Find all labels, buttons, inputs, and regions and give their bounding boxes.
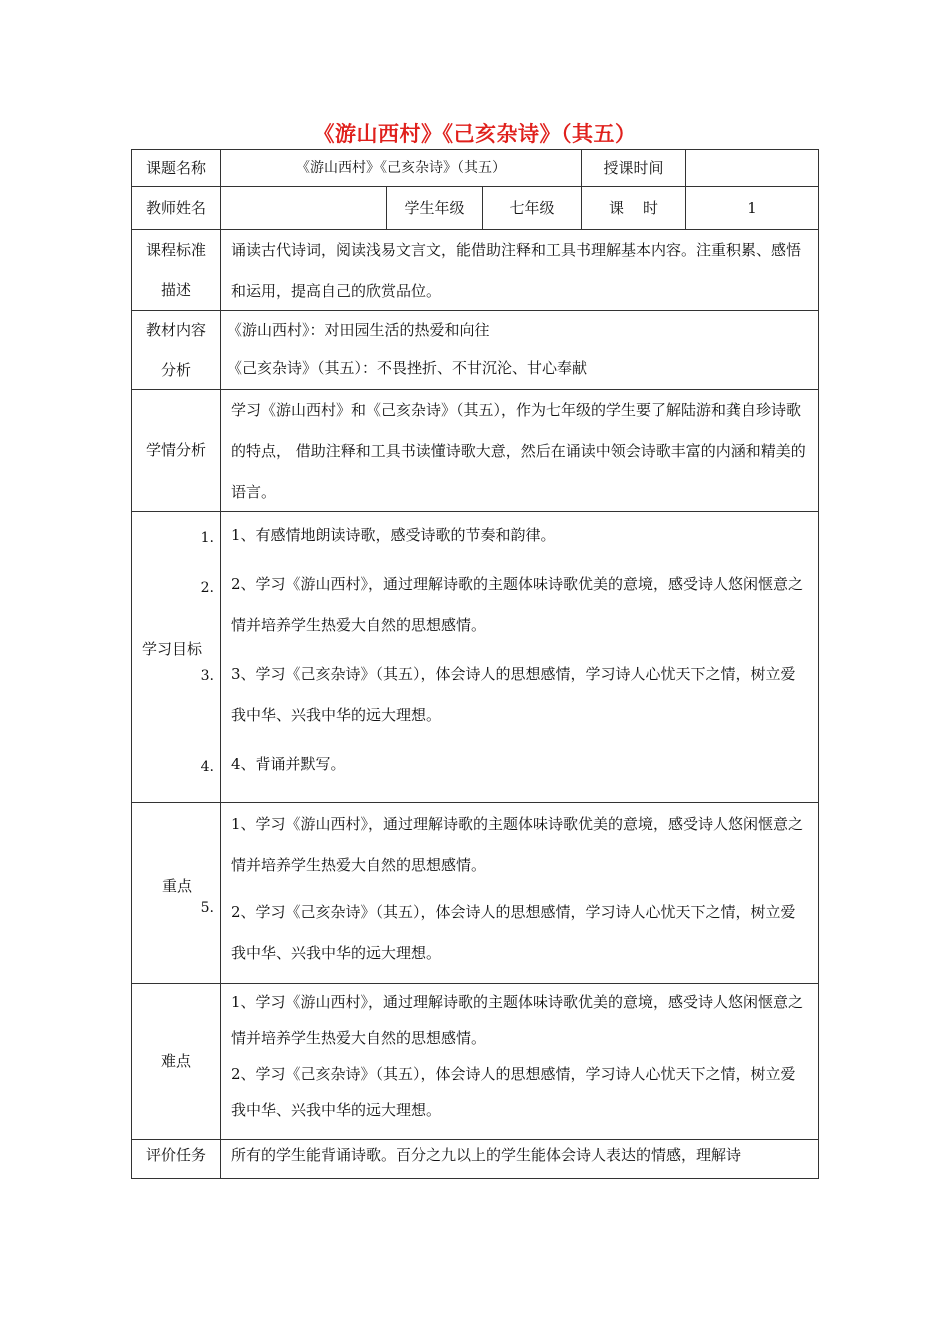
goal-item-3: 3、学习《己亥杂诗》（其五），体会诗人的思想感情，学习诗人心忧天下之情，树立爱我中华、兴我中华的远大理想。: [231, 665, 796, 724]
material-label: [131, 310, 221, 390]
learning-goals-label: 学习目标: [142, 640, 203, 658]
difficulty-item-2: 2、学习《己亥杂诗》（其五），体会诗人的思想感情，学习诗人心忧天下之情，树立爱我中华、兴我中华的远大理想。: [231, 1065, 796, 1119]
key-points-label-cell: [131, 802, 221, 984]
course-name-label: 课题名称: [131, 149, 221, 187]
student-grade-label: 学生年级: [386, 186, 483, 230]
difficulties-label: 难点: [131, 983, 221, 1140]
class-hours-value: 1: [685, 186, 819, 230]
goal-item-2: 2、学习《游山西村》，通过理解诗歌的主题体味诗歌优美的意境，感受诗人悠闲惬意之情并培养学生热爱大自然的思想感情。: [231, 575, 804, 634]
goal-number-1: 1.: [200, 530, 214, 546]
course-name-value: 《游山西村》《己亥杂诗》（其五）: [220, 149, 582, 187]
goal-number-2: 2.: [200, 580, 214, 596]
teacher-name-label: 教师姓名: [131, 186, 221, 230]
teaching-time-value: [685, 149, 819, 187]
lesson-plan-table: [131, 149, 819, 1179]
material-label-line2: 分析: [160, 361, 191, 379]
goal-number-4: 4.: [200, 759, 214, 775]
learning-goals-content: [220, 511, 819, 803]
evaluation-text: 所有的学生能背诵诗歌。百分之九以上的学生能体会诗人表达的情感，理解诗: [220, 1139, 819, 1179]
material-label-line1: 教材内容: [145, 321, 206, 339]
material-line-1: 《游山西村》：对田园生活的热爱和向往: [227, 321, 490, 339]
goal-item-1: 1、有感情地朗读诗歌，感受诗歌的节奏和韵律。: [231, 526, 556, 544]
teacher-name-value: [220, 186, 387, 230]
learning-goals-label-cell: [131, 511, 221, 803]
key-points-label: 重点: [162, 877, 193, 895]
goal-number-3: 3.: [200, 668, 214, 684]
evaluation-label: 评价任务: [131, 1139, 221, 1179]
student-analysis-text: 学习《游山西村》和《己亥杂诗》（其五），作为七年级的学生要了解陆游和龚自珍诗歌的特点， 借助注释和工具书读懂诗歌大意，然后在诵读中领会诗歌丰富的内涵和精美的语言。: [220, 389, 819, 512]
teaching-time-label: 授课时间: [581, 149, 686, 187]
student-grade-value: 七年级: [482, 186, 582, 230]
key-item-1: 1、学习《游山西村》，通过理解诗歌的主题体味诗歌优美的意境，感受诗人悠闲惬意之情并培养学生热爱大自然的思想感情。: [231, 815, 804, 874]
key-item-2: 2、学习《己亥杂诗》（其五），体会诗人的思想感情，学习诗人心忧天下之情，树立爱我中华、兴我中华的远大理想。: [231, 903, 796, 962]
student-analysis-label: 学情分析: [131, 389, 221, 512]
document-title: 《游山西村》《己亥杂诗》（其五）: [313, 122, 637, 146]
material-content: [220, 310, 819, 390]
key-number: 5.: [200, 900, 214, 916]
class-hours-label: 课 时: [581, 186, 686, 230]
material-line-2: 《己亥杂诗》（其五）：不畏挫折、不甘沉沦、甘心奉献: [227, 359, 588, 377]
standard-label-line1: 课程标准: [145, 241, 206, 259]
goal-item-4: 4、背诵并默写。: [231, 755, 346, 773]
standard-label: [131, 229, 221, 311]
standard-label-line2: 描述: [160, 281, 191, 299]
standard-text: 诵读古代诗词，阅读浅易文言文，能借助注释和工具书理解基本内容。注重积累、感悟和运用，提高自己的欣赏品位。: [220, 229, 819, 311]
difficulties-content: [220, 983, 819, 1140]
difficulty-item-1: 1、学习《游山西村》，通过理解诗歌的主题体味诗歌优美的意境，感受诗人悠闲惬意之情并培养学生热爱大自然的思想感情。: [231, 993, 804, 1047]
key-points-content: [220, 802, 819, 984]
